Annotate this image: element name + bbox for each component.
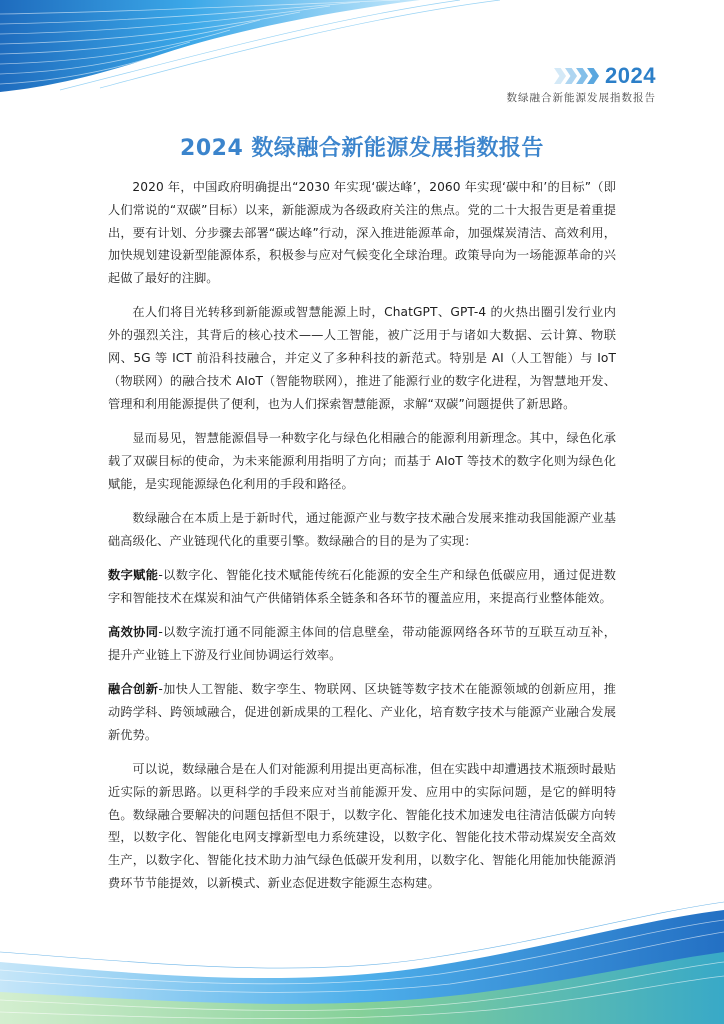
highlight-term: 数字赋能 xyxy=(108,567,159,582)
highlight-digital-empowerment xyxy=(108,564,616,610)
highlight-efficient-collaboration xyxy=(108,621,616,667)
highlight-term: 高效协同 xyxy=(108,625,159,640)
paragraph: 显而易见，智慧能源倡导一种数字化与绿色化相融合的能源利用新理念。其中，绿色化承载了双碳目标的使命，为未来能源利用指明了方向；而基于 AIoT 等技术的数字化则为绿色化赋能，是实现能源绿色化利用的手段和路径。 xyxy=(108,430,616,491)
page-title: 2024 数绿融合新能源发展指数报告 xyxy=(180,136,544,161)
paragraph: 数绿融合在本质上是于新时代，通过能源产业与数字技术融合发展来推动我国能源产业基础高级化、产业链现代化的重要引擎。数绿融合的目的是为了实现： xyxy=(108,510,616,548)
highlight-fusion-innovation xyxy=(108,678,616,746)
paragraph: 在人们将目光转移到新能源或智慧能源上时，ChatGPT、GPT-4 的火热出圈引发行业内外的强烈关注，其背后的核心技术——人工智能，被广泛用于与诸如大数据、云计算、物联网、5G 等 ICT 前沿科技融合，并定义了多种科技的新范式。特别是 AI（人工智能）与 IoT（物联网）的融合技术 AIoT（智能物联网），推进了能源行业的数字化进程，为智慧地开发、管理和利用能源提供了便利，也为人们探索智慧能源，求解“双碳”问题提供了新思路。 xyxy=(108,305,616,411)
header-brand xyxy=(555,64,656,88)
header-subtitle: 数绿融合新能源发展指数报告 xyxy=(506,92,656,104)
paragraph: 2020 年，中国政府明确提出“2030 年实现‘碳达峰’，2060 年实现‘碳中和’的目标”（即人们常说的“双碳”目标）以来，新能源成为各级政府关注的焦点。党的二十大报告更是着重提出，要有计划、分步骤去部署“碳达峰”行动，深入推进能源革命，加强煤炭清洁、高效利用，加快规划建设新型能源体系，积极参与应对气候变化全球治理。政策导向为一场能源革命的兴起做了最好的注脚。 xyxy=(108,180,616,286)
highlight-text: -加快人工智能、数字孪生、物联网、区块链等数字技术在能源领域的创新应用，推动跨学科、跨领域融合，促进创新成果的工程化、产业化，培育数字技术与能源产业融合发展新优势。 xyxy=(108,682,616,742)
header-year: 2024 xyxy=(605,63,656,88)
highlight-text: -以数字化、智能化技术赋能传统石化能源的安全生产和绿色低碳应用，通过促进数字和智能技术在煤炭和油气产供储销体系全链条和各环节的覆盖应用，来提高行业整体能效。 xyxy=(108,567,616,605)
highlight-term: 融合创新 xyxy=(108,682,159,697)
bottom-wave-decoration xyxy=(0,900,724,1024)
highlight-text: -以数字流打通不同能源主体间的信息壁垒，带动能源网络各环节的互联互动互补，提升产业链上下游及行业间协调运行效率。 xyxy=(108,625,616,662)
chevron-arrows-icon xyxy=(555,68,599,84)
body-text xyxy=(108,176,616,906)
closing-paragraph: 可以说，数绿融合是在人们对能源利用提出更高标准，但在实践中却遭遇技术瓶颈时最贴近实际的新思路。以更科学的手段来应对当前能源开发、应用中的实际问题，是它的鲜明特色。数绿融合要解决的问题包括但不限于，以数字化、智能化技术加速发电往清洁低碳方向转型，以数字化、智能化电网支撑新型电力系统建设，以数字化、智能化技术带动煤炭安全高效生产，以数字化、智能化技术助力油气绿色低碳开发利用，以数字化、智能化用能加快能源消费环节节能提效，以新模式、新业态促进数字能源生态构建。 xyxy=(108,762,616,891)
